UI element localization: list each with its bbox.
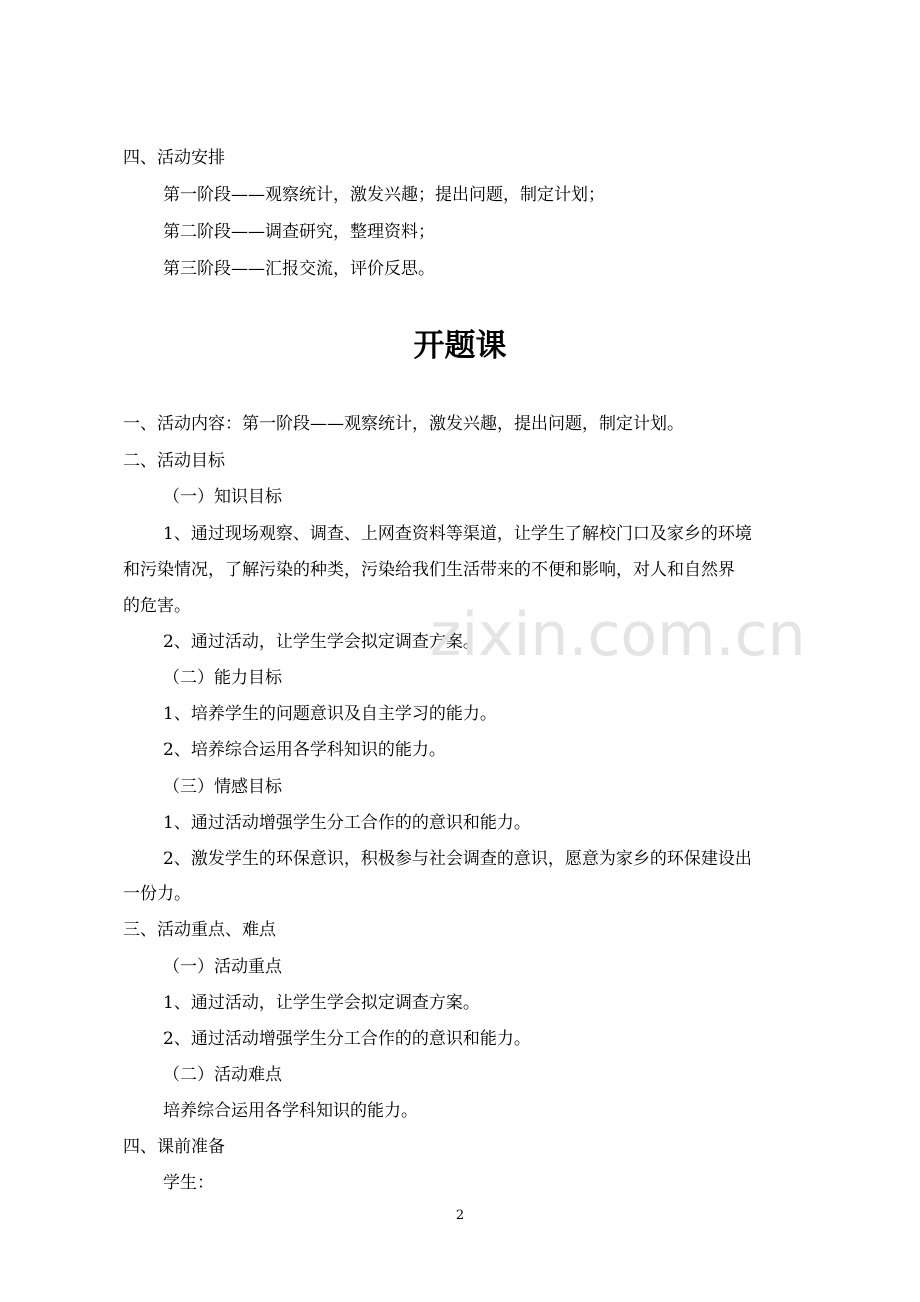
section-heading: 二、活动目标 xyxy=(123,451,225,471)
body-line: 1、通过现场观察、调查、上网查资料等渠道，让学生了解校门口及家乡的环境 xyxy=(163,524,752,544)
body-line: 1、通过活动增强学生分工合作的的意识和能力。 xyxy=(163,813,531,833)
body-line: 培养综合运用各学科知识的能力。 xyxy=(163,1101,418,1121)
body-line: 1、培养学生的问题意识及自主学习的能力。 xyxy=(163,704,497,724)
body-line: 2、通过活动增强学生分工合作的的意识和能力。 xyxy=(163,1029,531,1049)
body-line: 和污染情况，了解污染的种类，污染给我们生活带来的不便和影响，对人和自然界 xyxy=(123,560,735,580)
body-line: 的危害。 xyxy=(123,596,191,616)
body-line: 2、激发学生的环保意识，积极参与社会调查的意识，愿意为家乡的环保建设出 xyxy=(163,849,752,869)
body-line: 1、通过活动，让学生学会拟定调查方案。 xyxy=(163,993,480,1013)
stage-item: 第二阶段——调查研究，整理资料； xyxy=(163,222,435,242)
page-title: 开题课 xyxy=(413,328,507,364)
subsection-heading: （一）活动重点 xyxy=(163,957,282,977)
stage-item: 第一阶段——观察统计，激发兴趣；提出问题，制定计划； xyxy=(163,185,605,205)
subsection-heading: （二）活动难点 xyxy=(163,1065,282,1085)
body-line: 2、通过活动，让学生学会拟定调查方案。 xyxy=(163,632,480,652)
section-heading: 四、课前准备 xyxy=(123,1137,225,1157)
body-line: 一份力。 xyxy=(123,884,191,904)
watermark: zixin.com.cn xyxy=(430,600,806,670)
body-line: 学生： xyxy=(163,1173,214,1193)
section-heading: 三、活动重点、难点 xyxy=(123,920,276,940)
body-line: 一、活动内容：第一阶段——观察统计，激发兴趣，提出问题，制定计划。 xyxy=(123,414,684,434)
stage-item: 第三阶段——汇报交流，评价反思。 xyxy=(163,259,435,279)
body-line: 2、培养综合运用各学科知识的能力。 xyxy=(163,740,446,760)
section-heading-activity-arrangement: 四、活动安排 xyxy=(123,148,225,168)
page-number: 2 xyxy=(455,1208,465,1223)
subsection-heading: （一）知识目标 xyxy=(163,487,282,507)
subsection-heading: （二）能力目标 xyxy=(163,668,282,688)
subsection-heading: （三）情感目标 xyxy=(163,777,282,797)
